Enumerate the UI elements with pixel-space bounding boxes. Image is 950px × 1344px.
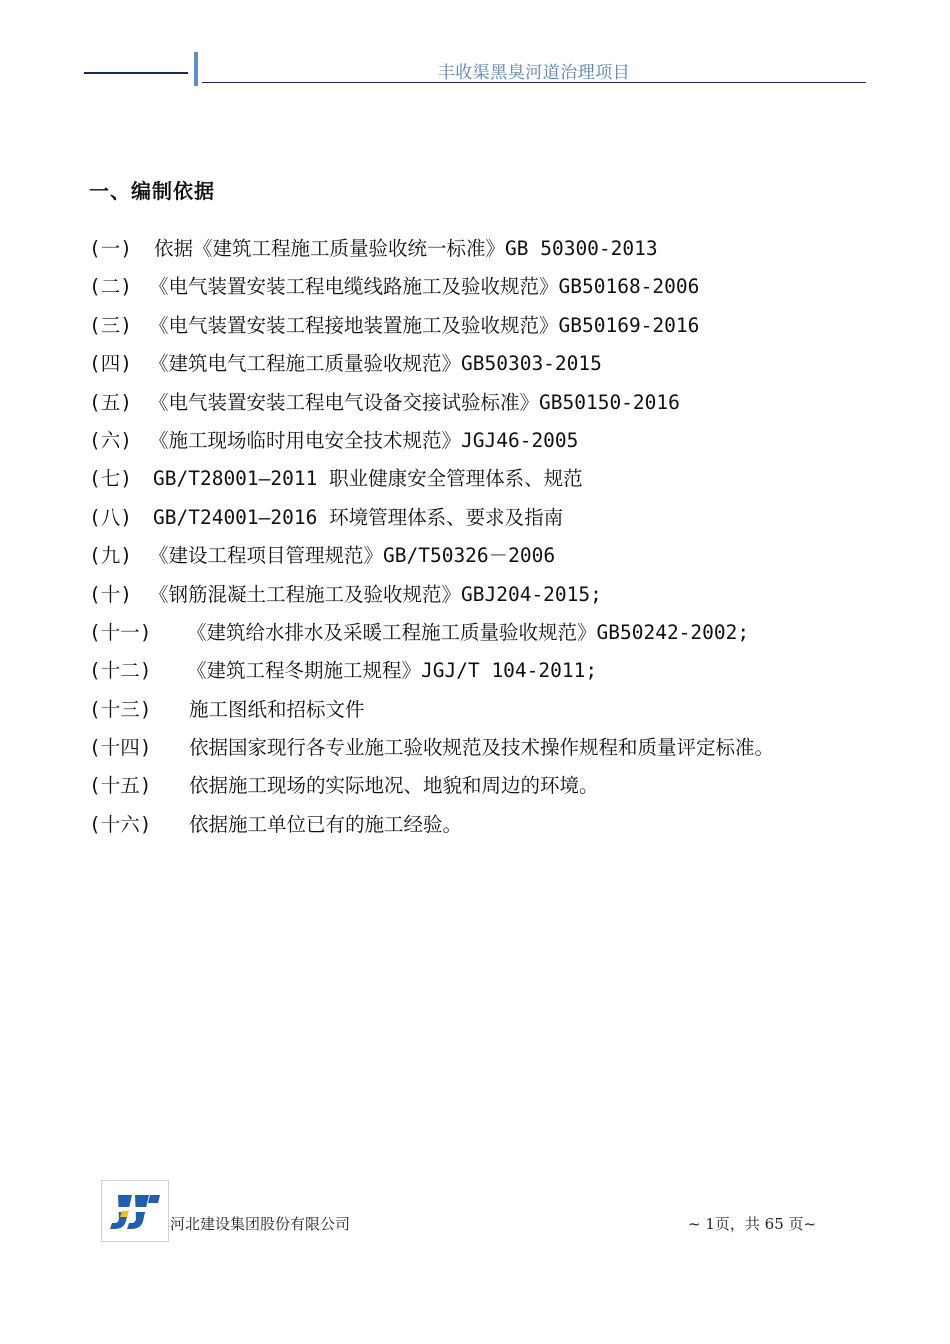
- item-text: 《电气装置安装工程电缆线路施工及验收规范》GB50168-2006: [149, 275, 700, 299]
- list-item: [89, 656, 889, 694]
- list-item: [89, 541, 889, 579]
- item-text: 施工图纸和招标文件: [189, 697, 365, 721]
- list-item: [89, 580, 889, 618]
- list-item: [89, 810, 889, 848]
- footer-page-number: ~ 1页，共 65 页~: [688, 1215, 817, 1233]
- item-text: 依据国家现行各专业施工验收规范及技术操作规程和质量评定标准。: [189, 736, 775, 760]
- item-text: 《建筑电气工程施工质量验收规范》GB50303-2015: [149, 352, 602, 376]
- section-title: 一、编制依据: [89, 179, 215, 203]
- list-item: [89, 426, 889, 464]
- item-text: 《施工现场临时用电安全技术规范》JGJ46-2005: [149, 428, 579, 452]
- item-text: 《电气装置安装工程电气设备交接试验标准》GB50150-2016: [149, 390, 680, 414]
- item-number: (九): [89, 544, 132, 568]
- header-accent-bar: [194, 52, 198, 86]
- company-logo-icon: [102, 1181, 168, 1241]
- list-item: [89, 234, 889, 272]
- item-number: (十四): [89, 736, 152, 760]
- list-item: [89, 733, 889, 771]
- item-number: (一): [89, 237, 132, 260]
- item-text: 《建筑给水排水及采暖工程施工质量验收规范》GB50242-2002;: [187, 620, 750, 644]
- item-number: (八): [89, 505, 132, 529]
- item-number: (十一): [89, 620, 152, 644]
- item-text: 《建设工程项目管理规范》GB/T50326－2006: [149, 544, 556, 568]
- item-number: (七): [89, 467, 132, 491]
- item-text: 《钢筋混凝土工程施工及验收规范》GBJ204-2015;: [149, 582, 602, 606]
- item-number: (十三): [89, 697, 152, 721]
- item-number: (二): [89, 275, 132, 299]
- item-number: (三): [89, 313, 132, 337]
- list-item: [89, 618, 889, 656]
- item-number: (五): [89, 390, 132, 414]
- list-item: [89, 272, 889, 310]
- item-text: 《建筑工程冬期施工规程》JGJ/T 104-2011;: [187, 659, 598, 683]
- item-text: 《电气装置安装工程接地装置施工及验收规范》GB50169-2016: [149, 313, 700, 337]
- list-item: [89, 349, 889, 387]
- item-number: (十二): [89, 659, 152, 683]
- item-text: 依据施工现场的实际地况、地貌和周边的环境。: [189, 774, 599, 798]
- list-item: [89, 388, 889, 426]
- header-title: 丰收渠黑臭河道治理项目: [437, 63, 631, 83]
- item-text: 依据《建筑工程施工质量验收统一标准》GB 50300-2013: [154, 237, 658, 260]
- list-item: [89, 503, 889, 541]
- item-text: GB/T24001—2016 环境管理体系、要求及指南: [153, 505, 564, 529]
- item-number: (六): [89, 428, 132, 452]
- company-logo: [101, 1180, 169, 1242]
- item-text: 依据施工单位已有的施工经验。: [189, 812, 463, 836]
- item-number: (十五): [89, 774, 152, 798]
- list-item: [89, 695, 889, 733]
- item-number: (十六): [89, 812, 152, 836]
- list-item: [89, 464, 889, 502]
- list-item: [89, 311, 889, 349]
- item-number: (十): [89, 582, 132, 606]
- list-item: [89, 771, 889, 809]
- reference-list: [89, 234, 889, 848]
- item-text: GB/T28001—2011 职业健康安全管理体系、规范: [153, 467, 583, 491]
- item-number: (四): [89, 352, 132, 376]
- header-rule-left: [84, 72, 188, 74]
- footer-company-name: 河北建设集团股份有限公司: [170, 1215, 351, 1233]
